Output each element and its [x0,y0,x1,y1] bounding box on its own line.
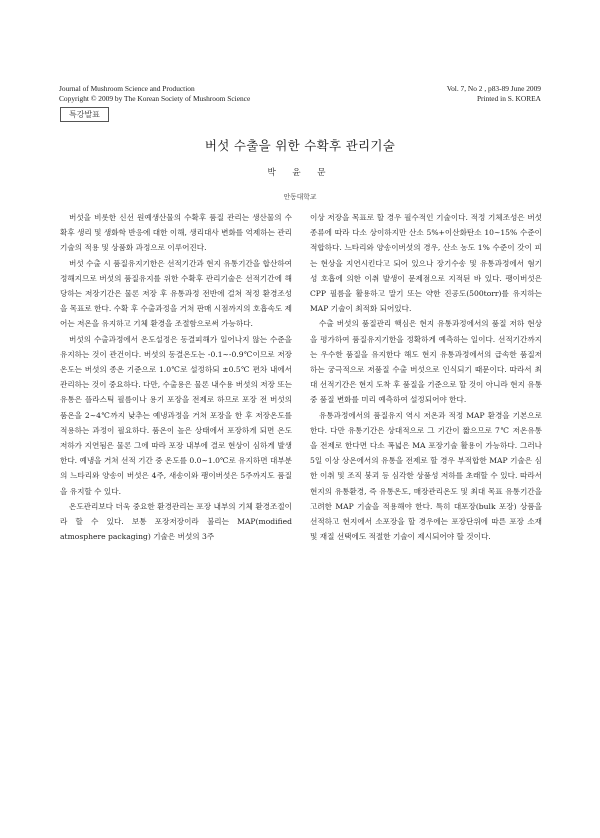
author-name: 박 윤 문 [267,168,333,178]
paper-title: 버섯 수출을 위한 수확후 관리기술 [204,138,396,153]
journal-name: Journal of Mushroom Science and Production [59,84,195,93]
paragraph: 유통과정에서의 품질유지 역시 저온과 적정 MAP 환경을 기본으로 한다. 다만 유통기간은 상대적으로 그 기간이 짧으므로 7℃ 저온유통을 전제로 한다면 다소 폭넓은 MA 포장기술 활용이 가능하다. 그러나 5일 이상 상온에서의 유통을 전제로 할 경우 부적합한 MAP 기술은 심한 이취 및 조직 붕괴 등 심각한 상품성 저하를 초래할 수 있다. 따라서 현지의 유통환경, 즉 유통온도, 매장관리온도 및 최대 목표 유통기간을 고려한 MAP 기술을 적용해야 한다. 특히 대포장(bulk 포장) 상품을 선적하고 현지에서 소포장을 할 경우에는 포장단위에 따른 포장 소재 및 재질 선택에도 적절한 기술이 제시되어야 할 것이다. [310,410,542,542]
paragraph: 수출 버섯의 품질관리 핵심은 현지 유통과정에서의 품질 저하 현상을 평가하여 품질유지기한을 정확하게 예측하는 일이다. 선적기간까지는 우수한 품질을 유지한다 해도 현지 유통과정에서의 급속한 품질저하는 궁극적으로 저품질 수출 버섯으로 인식되기 때문이다. 따라서 최대 선적기간은 현지 도착 후 품질을 기준으로 할 것이 아니라 현지 유통 중 품질 변화를 미리 예측하여 설정되어야 한다. [310,319,542,405]
printed-line: Printed in S. KOREA [476,93,541,103]
body-column-right [310,210,542,544]
paragraph: 버섯의 수출과정에서 온도설정은 동결피해가 일어나지 않는 수준을 유지하는 것이 관건이다. 버섯의 동결온도는 -0.1∼-0.9℃이므로 저장온도는 버섯의 종온 기준으로 1.0℃로 설정하되 ±0.5℃ 편차 내에서 관리하는 것이 중요하다. 다만, 수출용은 물론 내수용 버섯의 저장 또는 유통은 플라스틱 필름이나 용기 포장을 전제로 하므로 포장 전 버섯의 품온을 2∼4℃까지 낮추는 예냉과정을 거쳐 포장을 한 후 저장온도를 적용하는 과정이 필요하다. 품온이 높은 상태에서 포장하게 되면 온도저하가 지연됨은 물론 그에 따라 포장 내부에 결로 현상이 심하게 발생한다. 예냉을 거쳐 선적 기간 중 온도를 0.0∼1.0℃로 유지하면 대부분의 느타리와 양송이 버섯은 4주, 새송이와 팽이버섯은 5주까지도 품질을 유지할 수 있다. [60,334,292,496]
paragraph: 버섯 수출 시 품질유지기한은 선적기간과 현지 유통기간을 합산하여 정해지므로 버섯의 품질유지를 위한 수확후 관리기술은 선적기간에 해당하는 저장기간은 물론 저장 후 유통과정 전반에 걸쳐 적정 환경조성을 목표로 한다. 수확 후 수출과정을 거쳐 판매 시점까지의 호흡속도 제어는 저온을 유지하고 기체 환경을 조절함으로써 가능하다. [60,258,292,329]
issue-info [447,84,541,103]
volume-line: Vol. 7, No 2 , p83-89 June 2009 [446,84,541,93]
paragraph: 온도관리보다 더욱 중요한 환경관리는 포장 내부의 기체 환경조절이라 할 수 있다. 보통 포장저장이라 불리는 MAP(modified atmosphere packaging) 기술은 버섯의 3주 [60,501,292,542]
copyright-line: Copyright © 2009 by The Korean Society of Mushroom Science [59,93,251,103]
affiliation: 안동대학교 [283,193,317,201]
paragraph: 이상 저장을 목표로 할 경우 필수적인 기술이다. 적정 기체조성은 버섯 종류에 따라 다소 상이하지만 산소 5%+이산화탄소 10∼15% 수준이 적합하다. 느타리와 양송이버섯의 경우, 산소 농도 1% 수준이 갓이 피는 현상을 지연시킨다고 되어 있으나 장기수송 및 유통과정에서 혐기성 호흡에 의한 이취 발생이 문제점으로 지적된 바 있다. 팽이버섯은 CPP 필름을 활용하고 말기 또는 약한 진공도(500torr)를 유지하는 MAP 기술이 최적화 되어있다. [310,213,542,314]
body-column-left [60,210,292,544]
paragraph: 버섯을 비롯한 신선 원예생산물의 수확후 품질 관리는 생산물의 수확후 생리 및 생화학 반응에 대한 이해, 생리대사 변화를 억제하는 관리기술의 적용 및 상품화 과정으로 이루어진다. [60,213,292,253]
special-lecture-badge: 특강발표 [60,107,109,122]
journal-header [59,84,250,103]
